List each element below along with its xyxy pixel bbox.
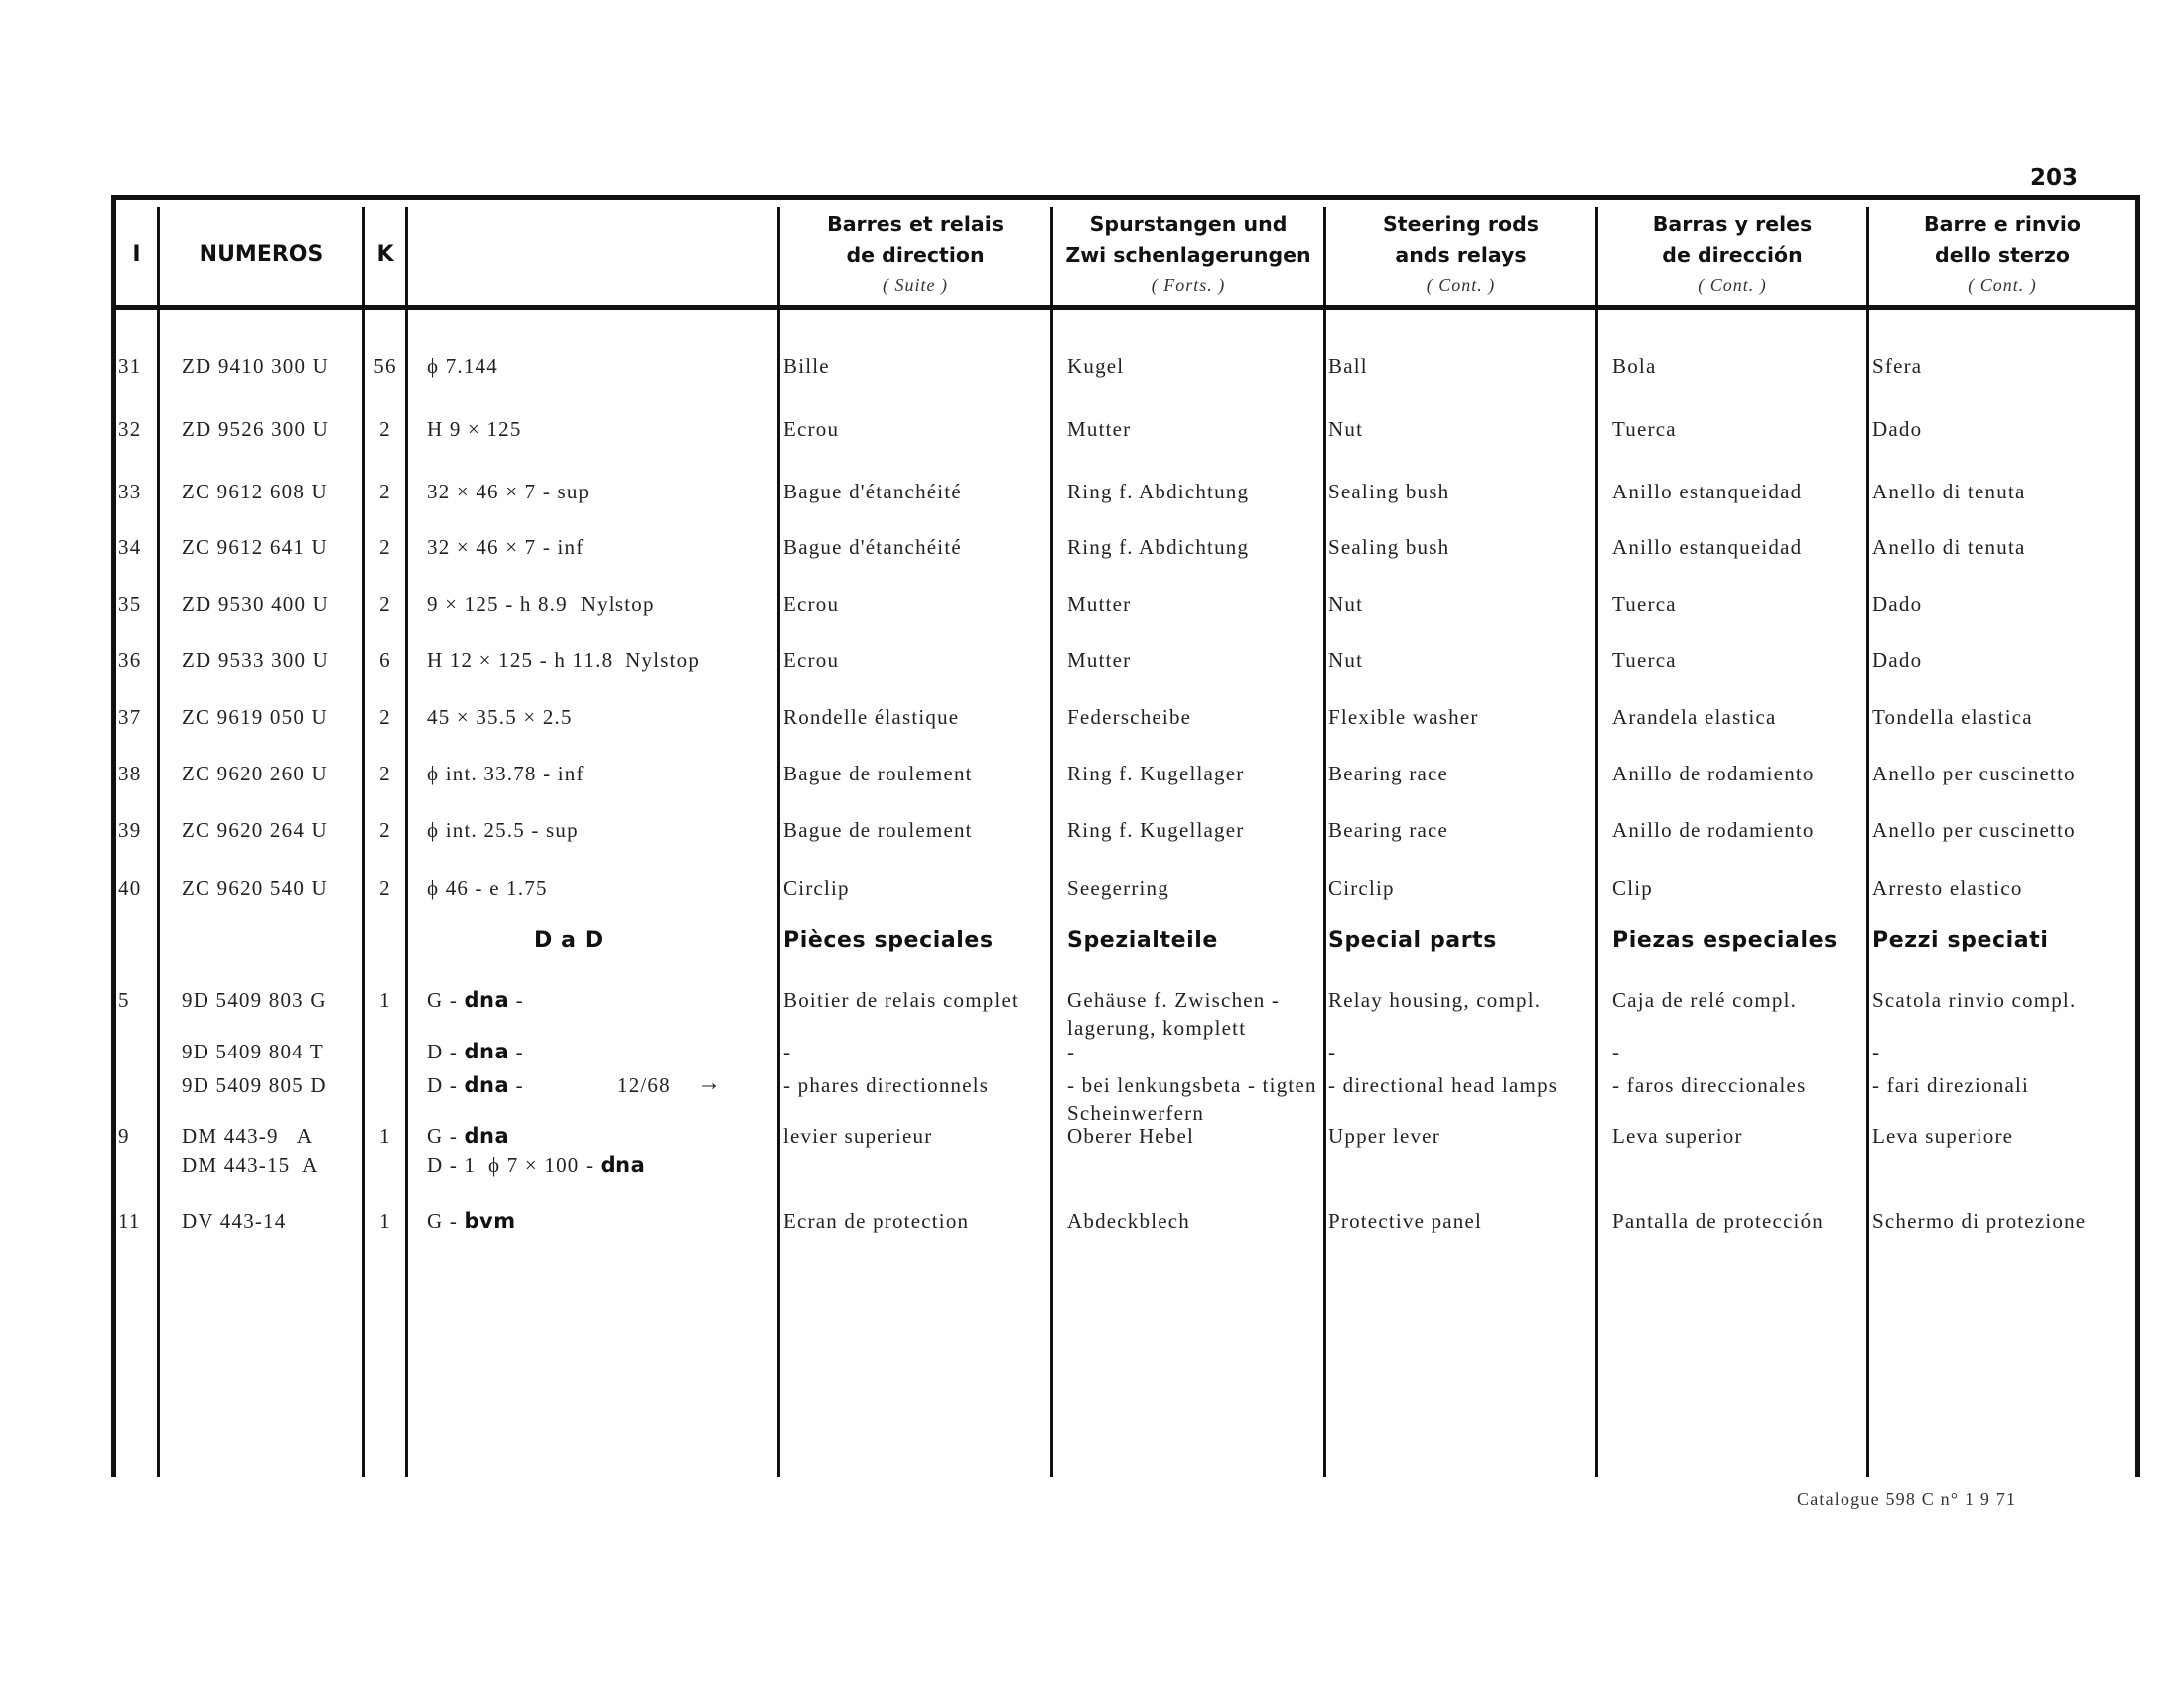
spec: [427, 1038, 524, 1065]
section-label: D a D: [534, 928, 604, 953]
desc-italian: Arresto elastico: [1872, 876, 2023, 900]
quantity: 2: [379, 592, 391, 616]
header-french-line1: Barres et relais: [827, 212, 1004, 236]
row-index: 11: [118, 1209, 141, 1233]
date-code: 12/68: [617, 1073, 671, 1097]
part-number: 9D 5409 804 T: [182, 1040, 324, 1063]
spec-code: dna: [464, 1124, 510, 1148]
desc-italian: Dado: [1872, 648, 1923, 672]
section-title-english: Special parts: [1328, 928, 1497, 953]
part-number: ZC 9612 608 U: [182, 480, 328, 503]
part-number: 9D 5409 805 D: [182, 1073, 327, 1097]
desc-spanish: -: [1612, 1040, 1621, 1063]
part-number: ZD 9526 300 U: [182, 417, 330, 441]
desc-french: Boitier de relais complet: [783, 988, 1020, 1012]
header-italian-line1: Barre e rinvio: [1924, 212, 2081, 236]
desc-german: Ring f. Abdichtung: [1067, 480, 1250, 503]
desc-french: Bague de roulement: [783, 762, 973, 785]
quantity: 2: [379, 762, 391, 785]
row-index: 5: [118, 988, 130, 1012]
desc-italian: Dado: [1872, 417, 1923, 441]
section-title-french: Pièces speciales: [783, 928, 994, 953]
part-number: ZD 9410 300 U: [182, 354, 330, 378]
row-index: 39: [118, 818, 142, 842]
header-rule: [111, 305, 2140, 310]
column-divider: [1595, 207, 1598, 1477]
desc-spanish: Anillo estanqueidad: [1612, 535, 1803, 559]
row-index: 37: [118, 705, 142, 729]
spec: 32 × 46 × 7 - sup: [427, 480, 591, 503]
row-index: 34: [118, 535, 142, 559]
desc-french: Bague d'étanchéité: [783, 480, 962, 503]
spec-code: dna: [464, 988, 510, 1012]
desc-english: Protective panel: [1328, 1209, 1483, 1233]
header-spanish: [1598, 207, 1866, 302]
desc-italian: Schermo di protezione: [1872, 1209, 2087, 1233]
row-index: 31: [118, 354, 142, 378]
row-index: 32: [118, 417, 142, 441]
header-spanish-line2: de dirección: [1662, 243, 1803, 267]
desc-german: Oberer Hebel: [1067, 1124, 1195, 1148]
desc-french: Ecrou: [783, 592, 840, 616]
desc-german: Federscheibe: [1067, 705, 1192, 729]
desc-english: Sealing bush: [1328, 535, 1450, 559]
desc-french: - phares directionnels: [783, 1073, 990, 1097]
header-italian-sub: ( Cont. ): [1968, 275, 2037, 295]
desc-italian: Anello per cuscinetto: [1872, 818, 2076, 842]
quantity: 2: [379, 705, 391, 729]
spec-code: dna: [464, 1040, 510, 1063]
desc-german: Mutter: [1067, 417, 1132, 441]
page-number: 203: [2030, 165, 2079, 191]
column-divider: [777, 207, 780, 1477]
desc-english: Relay housing, compl.: [1328, 988, 1542, 1012]
desc-spanish: Tuerca: [1612, 592, 1677, 616]
desc-french: Rondelle élastique: [783, 705, 960, 729]
desc-spanish: Caja de relé compl.: [1612, 988, 1798, 1012]
spec: ϕ int. 33.78 - inf: [427, 762, 585, 785]
header-german-sub: ( Forts. ): [1151, 275, 1226, 295]
desc-spanish: Tuerca: [1612, 648, 1677, 672]
quantity: 1: [379, 1209, 391, 1233]
spec: [427, 1071, 524, 1099]
desc-english: Nut: [1328, 592, 1364, 616]
spec: 32 × 46 × 7 - inf: [427, 535, 585, 559]
header-spanish-sub: ( Cont. ): [1698, 275, 1767, 295]
quantity: 2: [379, 818, 391, 842]
spec-text: D -: [427, 1073, 465, 1097]
part-number: DM 443-9 A: [182, 1124, 314, 1148]
spec-code: dna: [464, 1073, 510, 1097]
part-number: ZD 9530 400 U: [182, 592, 330, 616]
desc-german: Mutter: [1067, 648, 1132, 672]
quantity: 1: [379, 1124, 391, 1148]
spec: ϕ int. 25.5 - sup: [427, 818, 579, 842]
spec: ϕ 7.144: [427, 354, 498, 378]
quantity: 2: [379, 417, 391, 441]
spec-text: D -: [427, 1040, 465, 1063]
desc-french: Ecrou: [783, 417, 840, 441]
header-english-line1: Steering rods: [1383, 212, 1539, 236]
desc-french: levier superieur: [783, 1124, 933, 1148]
desc-german: Abdeckblech: [1067, 1209, 1190, 1233]
part-number: ZD 9533 300 U: [182, 648, 330, 672]
desc-spanish: Anillo de rodamiento: [1612, 818, 1815, 842]
spec: H 9 × 125: [427, 417, 522, 441]
desc-german: Seegerring: [1067, 876, 1169, 900]
desc-german: Gehäuse f. Zwischen - lagerung, komplett: [1067, 988, 1281, 1040]
desc-french: Ecrou: [783, 648, 840, 672]
catalogue-footer: Catalogue 598 C n° 1 9 71: [1797, 1489, 2017, 1509]
desc-italian: Leva superiore: [1872, 1124, 2014, 1148]
part-number: ZC 9620 260 U: [182, 762, 328, 785]
quantity: 2: [379, 480, 391, 503]
desc-spanish: Anillo de rodamiento: [1612, 762, 1815, 785]
spec: [427, 1207, 516, 1235]
spec-text: -: [509, 988, 524, 1012]
row-index: 36: [118, 648, 142, 672]
desc-english: Circlip: [1328, 876, 1395, 900]
part-number: ZC 9619 050 U: [182, 705, 328, 729]
desc-french: Bague d'étanchéité: [783, 535, 962, 559]
row-index: 35: [118, 592, 142, 616]
desc-italian: Anello di tenuta: [1872, 480, 2026, 503]
desc-english: Nut: [1328, 648, 1364, 672]
desc-german: Ring f. Kugellager: [1067, 762, 1245, 785]
spec: ϕ 46 - e 1.75: [427, 876, 548, 900]
spec-code: bvm: [464, 1209, 516, 1233]
part-number: DM 443-15 A: [182, 1153, 319, 1177]
spec-text: -: [509, 1040, 524, 1063]
desc-spanish: - faros direccionales: [1612, 1073, 1807, 1097]
desc-german: -: [1067, 1040, 1076, 1063]
part-number: ZC 9612 641 U: [182, 535, 328, 559]
arrow-icon: →: [697, 1070, 723, 1096]
desc-french: -: [783, 1040, 792, 1063]
desc-spanish: Tuerca: [1612, 417, 1677, 441]
desc-french: Bille: [783, 354, 830, 378]
desc-german: - bei lenkungsbeta - tigten Scheinwerfern: [1067, 1073, 1317, 1125]
desc-italian: Anello di tenuta: [1872, 535, 2026, 559]
desc-spanish: Arandela elastica: [1612, 705, 1777, 729]
column-divider: [1866, 207, 1869, 1477]
spec-text: -: [509, 1073, 524, 1097]
header-german: [1053, 207, 1323, 302]
desc-spanish: Leva superior: [1612, 1124, 1743, 1148]
spec: 45 × 35.5 × 2.5: [427, 705, 573, 729]
desc-italian: Anello per cuscinetto: [1872, 762, 2076, 785]
desc-english: Sealing bush: [1328, 480, 1450, 503]
column-divider: [405, 207, 408, 1477]
quantity: 1: [379, 988, 391, 1012]
spec-text: G -: [427, 1124, 465, 1148]
desc-spanish: Clip: [1612, 876, 1653, 900]
spec: [427, 1151, 645, 1179]
header-german-line2: Zwi schenlagerungen: [1065, 243, 1311, 267]
desc-italian: Tondella elastica: [1872, 705, 2033, 729]
section-title-italian: Pezzi speciati: [1872, 928, 2049, 953]
part-number: 9D 5409 803 G: [182, 988, 327, 1012]
header-italian: [1869, 207, 2135, 302]
desc-english: -: [1328, 1040, 1337, 1063]
desc-italian: Scatola rinvio compl.: [1872, 988, 2077, 1012]
spec-text: G -: [427, 1209, 465, 1233]
quantity: 6: [379, 648, 391, 672]
header-french: [780, 207, 1050, 302]
header-spanish-line1: Barras y reles: [1652, 212, 1813, 236]
spec: [427, 986, 524, 1014]
desc-spanish: Bola: [1612, 354, 1657, 378]
column-divider: [157, 207, 160, 1477]
header-index: I: [132, 241, 141, 267]
desc-spanish: Anillo estanqueidad: [1612, 480, 1803, 503]
header-french-sub: ( Suite ): [883, 275, 948, 295]
quantity: 56: [373, 354, 397, 378]
desc-italian: - fari direzionali: [1872, 1073, 2030, 1097]
row-index: 40: [118, 876, 142, 900]
desc-german: Kugel: [1067, 354, 1125, 378]
row-index: 9: [118, 1124, 130, 1148]
header-english-sub: ( Cont. ): [1426, 275, 1496, 295]
desc-english: Bearing race: [1328, 818, 1449, 842]
part-number: DV 443-14: [182, 1209, 287, 1233]
desc-french: Bague de roulement: [783, 818, 973, 842]
header-french-line2: de direction: [846, 243, 985, 267]
desc-english: Nut: [1328, 417, 1364, 441]
section-title-german: Spezialteile: [1067, 928, 1218, 953]
spec: 9 × 125 - h 8.9 Nylstop: [427, 592, 655, 616]
quantity: 2: [379, 535, 391, 559]
header-english: [1326, 207, 1595, 302]
desc-english: Upper lever: [1328, 1124, 1440, 1148]
desc-spanish: Pantalla de protección: [1612, 1209, 1824, 1233]
header-italian-line2: dello sterzo: [1935, 243, 2070, 267]
desc-italian: -: [1872, 1040, 1881, 1063]
header-numeros: NUMEROS: [199, 241, 324, 267]
column-divider: [1050, 207, 1053, 1477]
spec-text: G -: [427, 988, 465, 1012]
spec-code: dna: [600, 1153, 646, 1177]
spec: [427, 1122, 509, 1150]
header-german-line1: Spurstangen und: [1089, 212, 1288, 236]
spec-text: D - 1 ϕ 7 × 100 -: [427, 1153, 601, 1177]
desc-english: Flexible washer: [1328, 705, 1479, 729]
row-index: 33: [118, 480, 142, 503]
header-k: K: [376, 241, 394, 267]
desc-english: Ball: [1328, 354, 1368, 378]
desc-english: Bearing race: [1328, 762, 1449, 785]
desc-german: Mutter: [1067, 592, 1132, 616]
section-title-spanish: Piezas especiales: [1612, 928, 1838, 953]
desc-english: - directional head lamps: [1328, 1073, 1559, 1097]
quantity: 2: [379, 876, 391, 900]
header-english-line2: ands relays: [1395, 243, 1527, 267]
desc-german: Ring f. Abdichtung: [1067, 535, 1250, 559]
desc-italian: Sfera: [1872, 354, 1923, 378]
part-number: ZC 9620 540 U: [182, 876, 328, 900]
desc-italian: Dado: [1872, 592, 1923, 616]
part-number: ZC 9620 264 U: [182, 818, 328, 842]
column-divider: [1323, 207, 1326, 1477]
desc-french: Ecran de protection: [783, 1209, 970, 1233]
spec: H 12 × 125 - h 11.8 Nylstop: [427, 648, 701, 672]
desc-german: Ring f. Kugellager: [1067, 818, 1245, 842]
column-divider: [362, 207, 365, 1477]
desc-french: Circlip: [783, 876, 850, 900]
row-index: 38: [118, 762, 142, 785]
